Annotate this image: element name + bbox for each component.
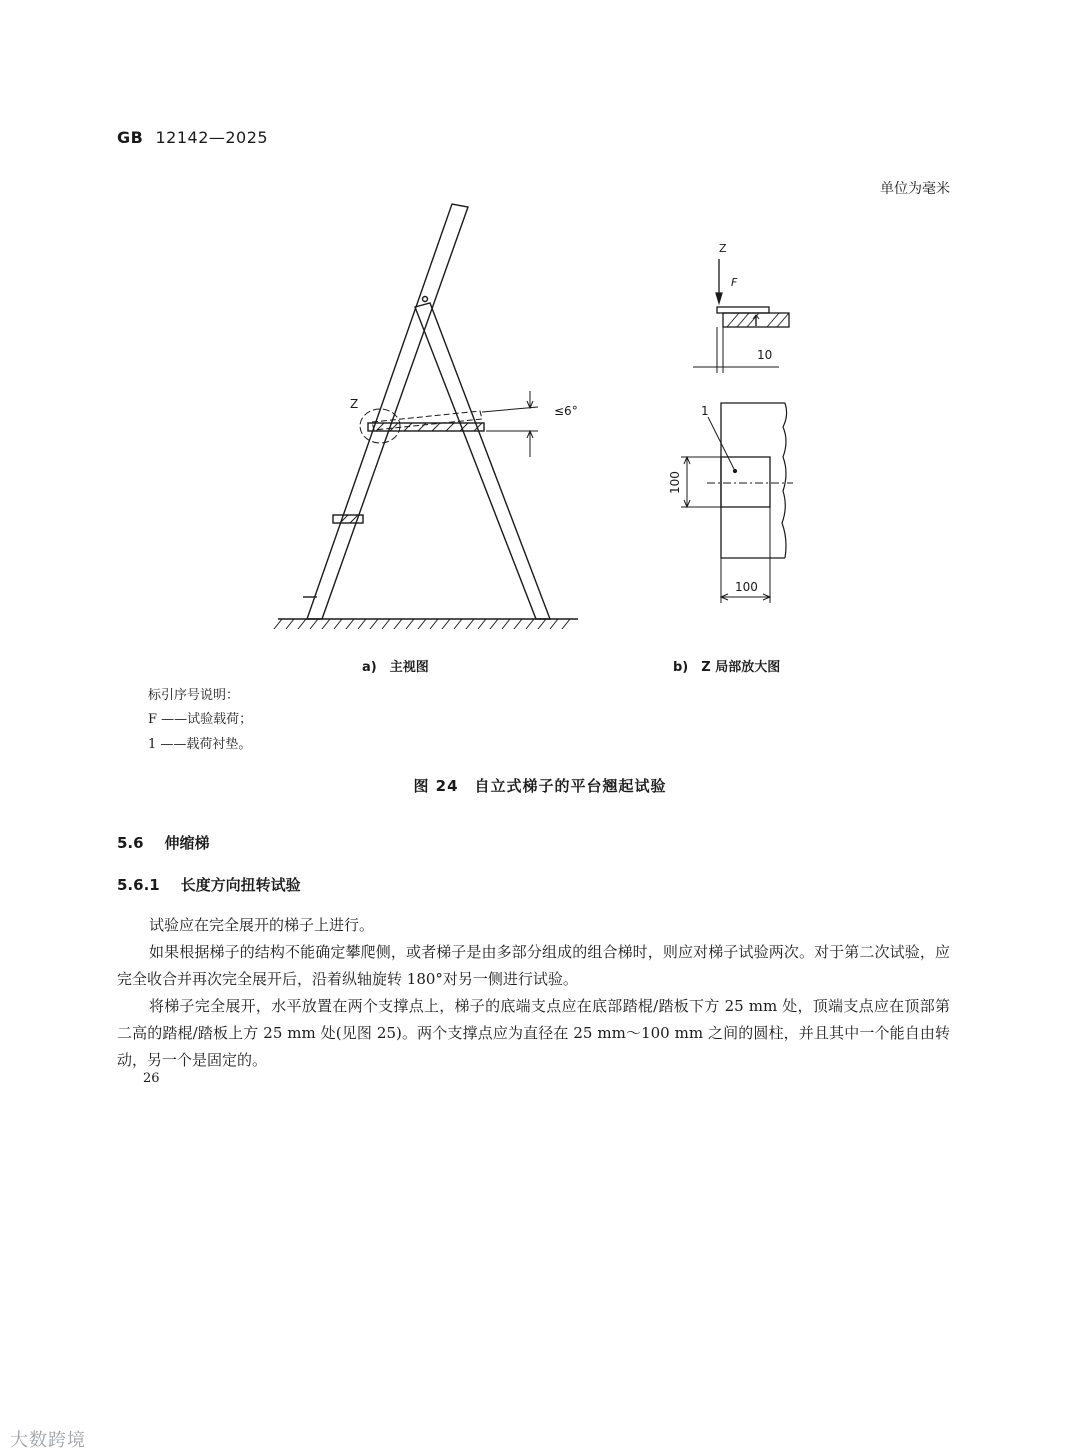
platform-plan <box>721 403 785 558</box>
legend-item-1: 1 ——载荷衬垫。 <box>148 737 252 752</box>
main-view-drawing <box>260 195 600 640</box>
legend-title: 标引序号说明： <box>148 688 240 703</box>
subsection-title: 长度方向扭转试验 <box>180 876 301 894</box>
body-text <box>117 912 950 1074</box>
standard-header <box>117 128 268 147</box>
watermark: 大数跨境 <box>10 1430 86 1451</box>
dim-100-vertical-label: 100 <box>668 471 682 494</box>
dim-100-horizontal-label: 100 <box>735 580 758 594</box>
paragraph: 将梯子完全展开，水平放置在两个支撑点上，梯子的底端支点应在底部踏棍/踏板下方 25 mm 处，顶端支点应在顶部第二高的踏棍/踏板上方 25 mm 处(见图 25)。两个支撑点应为直径在 25 mm～100 mm 之间的圆柱，并且其中一个能自由转动，另一个是固定的。 <box>117 997 950 1069</box>
detail-view-caption: b) Z 局部放大图 <box>673 660 781 675</box>
force-arrow <box>716 293 722 303</box>
section-number: 5.6 <box>117 834 144 852</box>
standard-prefix: GB <box>117 128 144 147</box>
paragraph: 试验应在完全展开的梯子上进行。 <box>149 916 375 934</box>
section-title: 伸缩梯 <box>164 834 210 852</box>
detail-circle <box>360 409 400 443</box>
subsection-heading <box>117 874 301 895</box>
unit-note: 单位为毫米 <box>880 181 950 197</box>
paragraph: 如果根据梯子的结构不能确定攀爬侧，或者梯子是由多部分组成的组合梯时，则应对梯子试验两次。对于第二次试验，应完全收合并再次完全展开后，沿着纵轴旋转 180°对另一侧进行试验。 <box>117 943 950 988</box>
legend-item-f: F ——试验载荷； <box>148 712 253 727</box>
force-label: F <box>731 276 738 289</box>
tilted-platform <box>372 411 482 430</box>
angle-label: ≤6° <box>554 404 578 418</box>
standard-number: 12142—2025 <box>155 128 269 147</box>
item-1-label: 1 <box>701 404 709 418</box>
detail-z-label: Z <box>719 242 727 255</box>
ladder-rear-stile <box>415 303 550 619</box>
subsection-number: 5.6.1 <box>117 876 160 894</box>
figure-title: 图 24 自立式梯子的平台翘起试验 <box>413 777 667 795</box>
load-pad-plan <box>721 457 770 507</box>
load-pad-section <box>717 307 769 313</box>
ladder-front-stile <box>307 204 468 619</box>
section-heading <box>117 832 209 853</box>
ground-hatch <box>274 619 570 629</box>
main-view-caption: a) 主视图 <box>362 660 429 675</box>
detail-view-drawing <box>655 235 805 605</box>
dim-10-label: 10 <box>757 348 773 362</box>
main-z-label: Z <box>350 397 359 411</box>
page-number: 26 <box>143 1071 160 1086</box>
hinge-pin <box>423 297 428 302</box>
